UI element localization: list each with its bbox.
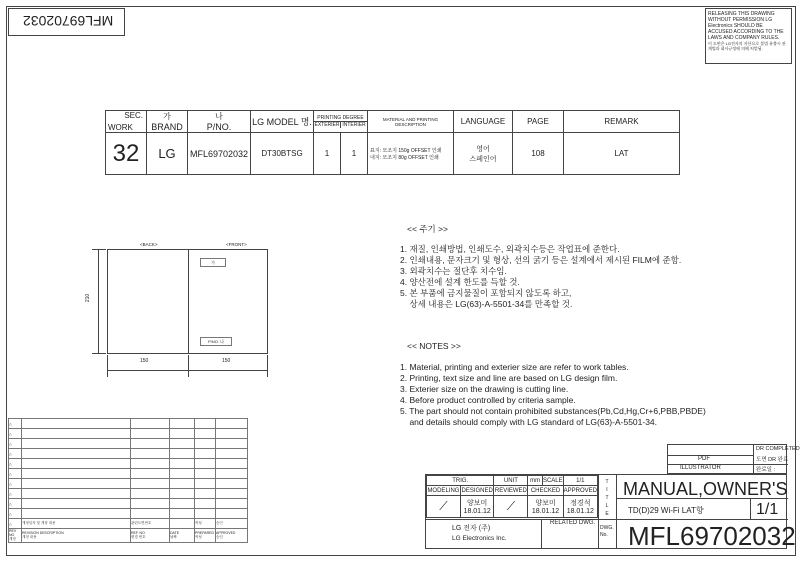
release-notice [705,8,792,64]
pno-box-text: P/NO. 나 [208,339,224,344]
front-box-text: 가 [211,260,215,265]
rev-triangle: △ [9,469,22,479]
scale-label: SCALE [542,477,563,484]
scale-value: 1/1 [563,476,597,486]
release-line: WITHOUT PERMISSION LG [708,17,773,23]
work-label: WORK [108,123,133,132]
front-title-box [200,258,226,267]
dr-completed-box [667,444,800,474]
pno-en: P/NO. [206,122,232,132]
title-letter: T [605,479,609,485]
corner-code: MFL69702032 [23,13,114,29]
rev-triangle: △ [9,499,22,509]
trig-label: TRIG. [427,476,494,486]
back-label: <BACK> [140,242,158,247]
dim-line-height [98,249,99,354]
pdf-label: PDF [698,456,710,462]
rev-footer: REF. NO 변경 번호 [131,529,170,543]
notes-en-item: 2. Printing, text size and line are based on LG design film. [400,373,618,383]
release-line: RELEASING THIS DRAWING [708,11,775,17]
release-korean: 이 도면은 LG전자의 자산으로 불법 유출시 관계법과 회사규정에 의해 처벌됨. [708,41,786,51]
language-line: 영어 [476,145,490,153]
designer-name: 양보미 [467,500,488,507]
notes-ko-item: 3. 외곽치수는 절단후 치수임. [400,266,507,276]
dim-ext-right [267,355,268,377]
notes-en-item: 4. Before product controlled by criteria sample. [400,395,576,405]
dr-divider [753,445,754,474]
checked-cell [528,496,563,518]
dim-width-right-label: 150 [222,358,231,364]
designed-label: DESIGNED [461,487,493,494]
work-value: 32 [106,133,147,175]
sheet-number: 1/1 [756,501,779,518]
pno-box [200,337,232,346]
rev-triangle: △ [9,429,22,439]
rev-triangle: △ [9,449,22,459]
release-line: ACCUSED ACCORDING TO THE [708,29,784,35]
dr-divider [668,455,753,456]
rev-triangle: △ [9,489,22,499]
page-header: PAGE [513,111,564,133]
completed-date-label: 완료일 : [756,467,775,473]
interior-label: INTERIER [342,122,366,128]
title-letter: T [605,495,609,501]
notes-ko-item: 5. 본 부품에 금지물질이 포함되지 않도록 하고, [400,288,572,298]
dim-height-label: 210 [85,293,92,303]
remark-value: LAT [564,133,680,175]
notes-ko-item: 1. 재질, 인쇄방법, 인쇄도수, 외곽치수등은 작업표에 준한다. [400,244,620,254]
language-line: 스페인어 [469,155,497,163]
dim-width-left-label: 150 [140,358,149,364]
designed-date: 18.01.12 [463,508,491,515]
release-line: Electronics SHOULD BE [708,23,763,29]
revision-table [8,418,248,543]
dim-line-width [107,370,268,371]
checked-date: 18.01.12 [531,508,560,515]
tb-divider [598,519,616,520]
unit-label: UNIT [494,476,528,486]
rev-triangle: △ [9,439,22,449]
company-en: LG Electronics Inc. [452,535,507,542]
model-header: LG MODEL 명. [251,111,314,133]
sec-work-header [106,111,147,133]
dim-ext-left [107,355,108,377]
tb-divider [750,498,751,519]
release-line: LAWS AND COMPANY RULES. [708,35,780,41]
page-value: 108 [513,133,564,175]
dim-ext-mid [188,355,189,377]
notes-en-item: 5. The part should not contain prohibited substances(Pb,Cd,Hg,Cr+6,PBB,PBDE) [400,406,706,416]
title-letters [598,478,616,518]
notes-en-title: << NOTES >> [407,341,461,351]
model-value: DT30BTSG [251,133,314,175]
rev-triangle: △ [9,459,22,469]
tb-divider [541,519,542,549]
mm-label: mm [528,476,543,486]
dwg-no-label: DWG. No. [600,525,614,538]
pno-header [188,111,251,133]
front-label: <FRONT> [226,242,247,247]
notes-en-item: 3. Exterier size on the drawing is cutting line. [400,384,569,394]
title-letter: I [606,487,608,493]
notes-ko-item: 2. 인쇄내용, 문자크기 및 형상, 선의 굵기 등은 설계에서 제시된 FILM에 준함. [400,255,682,265]
dr-completed-label: DR COMPLETED [756,446,800,452]
material-line: 내지: 모조지 80g OFFSET 인쇄 [370,154,439,161]
company-ko: LG 전자 (주) [452,525,491,532]
rev-footer: APPROVED 승인 [216,529,248,543]
rev-footer: DATE 날짜 [170,529,195,543]
interior-value: 1 [341,133,368,175]
printing-degree-header [314,111,368,133]
rev-footer: REV NO 개정 [9,529,22,543]
brand-en: BRAND [151,122,183,132]
remark-header: REMARK [564,111,680,133]
exterior-value: 1 [314,133,341,175]
sec-label: SEC. [124,111,143,120]
rev-triangle: △ [9,419,22,429]
rev-footer-top: 작성 [195,519,216,529]
language-value [454,133,513,175]
approver-name: 정경석 [570,500,591,507]
title-main: MANUAL,OWNER'S [623,479,788,499]
rev-footer: REVISION DESCRIPTION 개정 내용 [22,529,131,543]
checked-label: CHECKED [528,486,563,496]
approved-label: APPROVED [563,487,597,494]
approved-date: 18.01.12 [566,508,594,515]
rev-footer-top: 관련도면번호 [131,519,170,529]
brand-header [147,111,188,133]
dr-ko-label: 도면 DR 완료 [756,457,789,463]
notes-ko-title: << 주기 >> [407,224,449,234]
spec-table [105,110,680,175]
rev-footer-top: 승인 [216,519,248,529]
tb-divider [616,519,788,520]
rev-footer-top: 개정일자 및 개정 내용 [22,519,131,529]
approval-grid [426,475,598,518]
rev-triangle: △ [9,519,22,529]
notes-en [400,341,706,428]
notes-en-item: and details should comply with LG standard of LG(63)-A-5501-34. [400,417,658,427]
pno-value: MFL69702032 [188,133,251,175]
material-header: MATERIAL AND PRINTING DESCRIPTION [368,111,454,133]
brand-value: LG [147,133,188,175]
reviewed-cell: ⟋ [494,496,528,518]
material-value [368,133,454,175]
brand-ko: 가 [163,112,171,121]
printing-degree: PRINTING DEGREE [314,115,367,122]
title-sub: TD(D)29 Wi-Fi LAT향 [628,506,704,515]
title-letter: E [605,511,609,517]
notes-ko-item: 상세 내용은 LG(63)-A-5501-34를 만족할 것. [400,299,573,309]
tb-divider [616,498,788,499]
rev-triangle: △ [9,479,22,489]
language-header: LANGUAGE [454,111,513,133]
exterior-label: EXTERIER [314,122,340,128]
designed-cell [460,496,494,518]
title-block [425,474,796,551]
title-letter: L [605,503,609,509]
notes-ko [400,224,681,310]
notes-en-item: 1. Material, printing and exterier size are refer to work tables. [400,362,629,372]
checker-name: 양보미 [535,500,556,507]
dim-ext-top [92,249,106,250]
pno-ko: 나 [215,112,223,121]
rev-footer: PREPARED 작성 [195,529,216,543]
dim-ext-bottom [92,353,106,354]
related-dwg-label: RELATED DWG. [550,520,596,526]
approved-cell [563,496,597,518]
modeling-label: MODELING [427,487,460,494]
reviewed-label: REVIEWED [494,487,527,494]
material-line: 표지: 모조지 150g OFFSET 인쇄 [370,147,442,154]
modeling-cell: ⟋ [427,496,461,518]
booklet-fold-line [188,249,189,354]
illustrator-label: ILLUSTRATOR [680,465,721,471]
notes-ko-item: 4. 양산전에 설계 한도를 득할 것. [400,277,520,287]
tb-divider [616,475,617,549]
rev-triangle: △ [9,509,22,519]
drawing-number: MFL69702032 [628,521,796,551]
corner-code-box [8,8,125,36]
